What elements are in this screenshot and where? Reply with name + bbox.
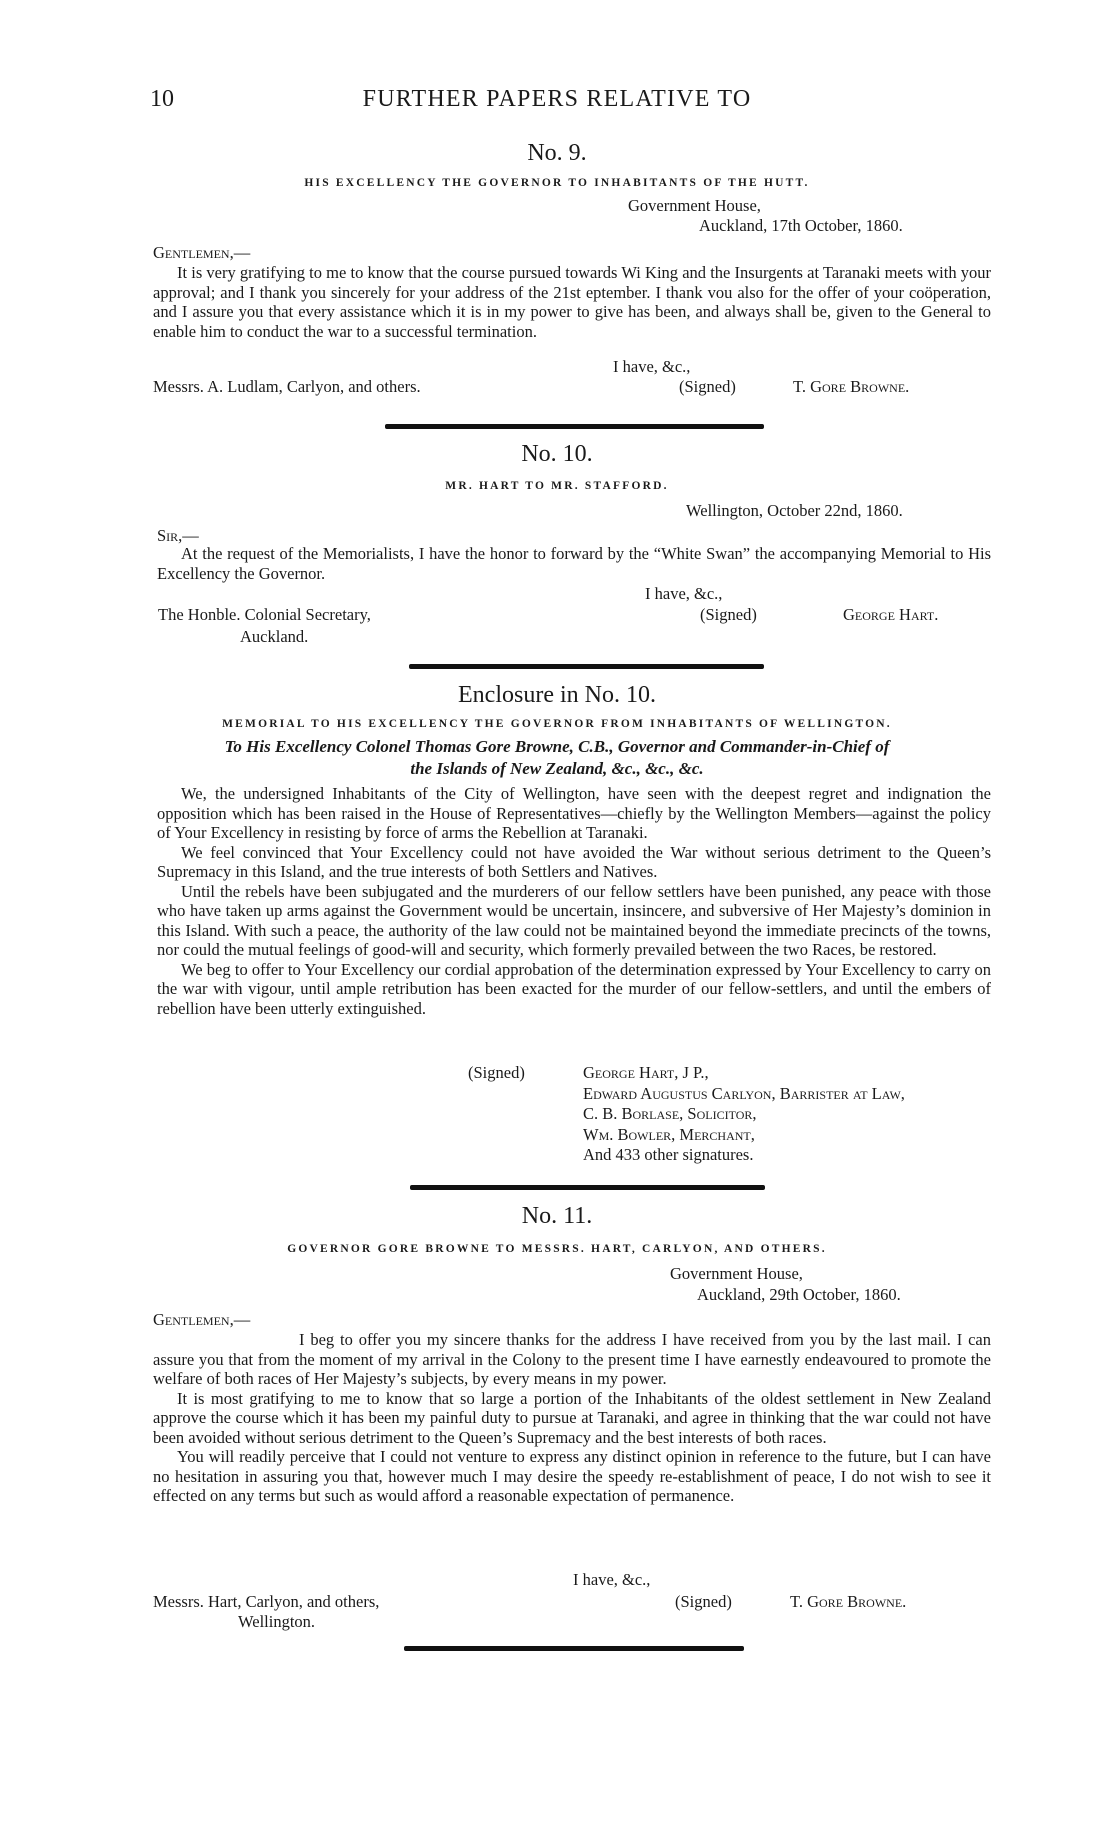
signatory: C. B. Borlase, Solicitor, [583,1104,757,1123]
section-divider [410,1185,765,1190]
enclosure-heading: MEMORIAL TO HIS EXCELLENCY THE GOVERNOR FROM INHABITANTS OF WELLINGTON. [222,718,892,730]
no9-paragraph: It is very gratifying to me to know that the course pursued towards Wi King and the Insurgents at Taranaki meets with your approval; and I thank you sincerely for your address of the 21st eptember. I thank vou also for the offer of your coöperation, and I assure you that every assistance which it is in my power to give has been, and always shall be, given to the General to enable him to conduct the war to a successful termination. [153,263,991,341]
no10-body [157,544,991,583]
enclosure-title: Enclosure in No. 10. [458,682,656,708]
no10-signature: George Hart. [843,605,939,624]
page-number: 10 [150,86,174,112]
no10-number: No. 10. [521,441,593,467]
no9-closing: I have, &c., [613,357,691,376]
enclosure-signed: (Signed) [468,1063,525,1082]
no11-closing: I have, &c., [573,1570,651,1589]
enclosure-paragraph: We beg to offer to Your Excellency our cordial approbation of the determination expressed by Your Excellency to carry on the war with vigour, until ample retribution has been exacted for the murder of our fellow-settlers, and until the embers of rebellion have been utterly extinguished. [157,959,991,1018]
no10-closing: I have, &c., [645,584,723,603]
no9-address-line1: Government House, [628,196,761,215]
no10-salutation: Sir,— [157,526,199,545]
no9-body [153,263,991,341]
no11-paragraph: I beg to offer you my sincere thanks for the address I have received from you by the last mail. I can assure you that from the moment of my arrival in the Colony to the present time I have earnestly endeavoured to promote the welfare of both races of Her Majesty’s subjects, by every means in my power. [153,1330,991,1388]
signatory: And 433 other signatures. [583,1145,754,1164]
no11-paragraph: You will readily perceive that I could not venture to express any distinct opinion in reference to the future, but I can have no hesitation in assuring you that, however much I may desire the speedy re-establishment of peace, I do not wish to see it effected on any terms but such as would afford a reasonable expectation of permanence. [153,1447,991,1505]
enclosure-paragraph: Until the rebels have been subjugated and the murderers of our fellow settlers have been punished, any peace with those who have taken up arms against the Government would be uncertain, insincere, and subversive of Her Majesty’s dominion in this Island. With such a peace, the authority of the law could not be maintained beyond the immediate precincts of the towns, nor could the mutual feelings of good-will and security, which formerly prevailed between the two Races, be restored. [157,881,991,959]
no11-signature: T. Gore Browne. [790,1592,907,1611]
no10-addressee-line1: The Honble. Colonial Secretary, [158,605,371,624]
no9-number: No. 9. [527,140,587,166]
no10-address-line1: Wellington, October 22nd, 1860. [686,501,903,520]
no9-address-line2: Auckland, 17th October, 1860. [699,216,903,235]
no11-signed: (Signed) [675,1592,732,1611]
no11-body [153,1330,991,1506]
section-divider [385,424,764,429]
no10-addressee-line2: Auckland. [240,627,309,646]
no10-paragraph: At the request of the Memorialists, I have the honor to forward by the “White Swan” the accompanying Memorial to His Excellency the Governor. [157,544,991,583]
enclosure-to-line2: the Islands of New Zealand, &c., &c., &c. [410,759,704,778]
no11-address-line1: Government House, [670,1264,803,1283]
enclosure-body [157,784,991,1018]
no10-heading: MR. HART TO MR. STAFFORD. [445,480,669,492]
no11-heading: GOVERNOR GORE BROWNE TO MESSRS. HART, CARLYON, AND OTHERS. [287,1243,827,1255]
no9-heading: HIS EXCELLENCY THE GOVERNOR TO INHABITANTS OF THE HUTT. [304,177,810,189]
enclosure-to-line1: To His Excellency Colonel Thomas Gore Browne, C.B., Governor and Commander-in-Chief of [224,737,890,756]
no11-addressee-line2: Wellington. [238,1612,316,1631]
enclosure-signatories [583,1063,905,1166]
no9-salutation: Gentlemen,— [153,243,251,262]
no9-addressee: Messrs. A. Ludlam, Carlyon, and others. [153,377,421,396]
no9-signature: T. Gore Browne. [793,377,910,396]
no11-address-line2: Auckland, 29th October, 1860. [697,1285,901,1304]
section-divider [404,1646,744,1651]
signatory: Wm. Bowler, Merchant, [583,1124,755,1144]
no11-salutation: Gentlemen,— [153,1310,251,1329]
signatory: George Hart, J P., [583,1063,709,1082]
enclosure-paragraph: We, the undersigned Inhabitants of the City of Wellington, have seen with the deepest regret and indignation the opposition which has been raised in the House of Representatives—chiefly by the Wellington Members—against the policy of Your Excellency in resisting by force of arms the Rebellion at Taranaki. [157,784,991,842]
signatory: Edward Augustus Carlyon, Barrister at Law, [583,1083,905,1103]
no11-addressee-line1: Messrs. Hart, Carlyon, and others, [153,1592,380,1611]
section-divider [409,664,764,669]
no11-number: No. 11. [521,1203,593,1229]
running-title: FURTHER PAPERS RELATIVE TO [362,86,752,112]
enclosure-paragraph: We feel convinced that Your Excellency could not have avoided the War without serious detriment to the Queen’s Supremacy in this Island, and the true interests of both Settlers and Natives. [157,842,991,881]
no9-signed: (Signed) [679,377,736,396]
no10-signed: (Signed) [700,605,757,624]
no11-paragraph: It is most gratifying to me to know that so large a portion of the Inhabitants of the oldest settlement in New Zealand approve the course which it has been my painful duty to pursue at Taranaki, and agree in thinking that the war could not have been avoided without serious detriment to the Queen’s Supremacy and the best interests of both races. [153,1388,991,1447]
